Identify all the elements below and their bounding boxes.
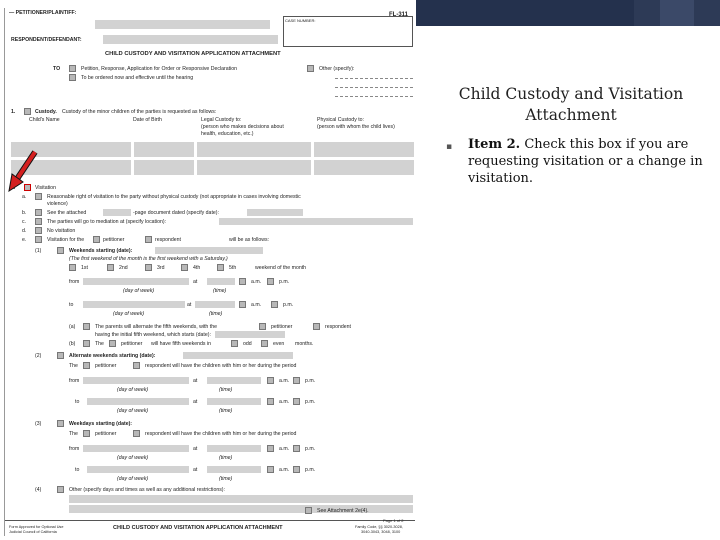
custody-text: Custody of the minor children of the parties is requested as follows: <box>62 109 217 115</box>
bullet-bold: Item 2. <box>468 137 521 152</box>
col-physical: Physical Custody to: <box>317 117 364 123</box>
form-id: FL-311 <box>389 12 409 18</box>
petitioner-field[interactable] <box>95 20 270 29</box>
form-title: CHILD CUSTODY AND VISITATION APPLICATION ATTACHMENT <box>105 51 281 57</box>
to-label: TO <box>53 66 61 72</box>
to1-text: Petition, Response, Application for Order or Responsive Declaration <box>81 66 237 72</box>
other-checkbox[interactable] <box>307 65 314 72</box>
other-label: Other (specify): <box>319 66 355 72</box>
col-dob: Date of Birth <box>133 117 162 123</box>
petitioner-label: — PETITIONER/PLAINTIFF: <box>9 10 77 16</box>
weekends-label: Weekends starting (date): <box>69 248 133 254</box>
to1-checkbox[interactable] <box>69 65 76 72</box>
visitation-label: Visitation <box>35 185 56 191</box>
col-legal: Legal Custody to: <box>201 117 242 123</box>
red-arrow-icon <box>3 148 43 192</box>
to2-text: To be ordered now and effective until the hearing <box>81 75 194 81</box>
bullet-icon: ▪ <box>446 142 453 152</box>
to2-checkbox[interactable] <box>69 74 76 81</box>
visitation-a-text: Reasonable right of visitation to the party without physical custody (not appropriate in cases involving domestic <box>47 194 301 200</box>
col-child-name: Child's Name <box>29 117 60 123</box>
case-number-label: CASE NUMBER: <box>285 18 316 23</box>
bullet-text: Check this box if you are requesting visitation or a change in visitation. <box>468 137 703 186</box>
custody-label: Custody. <box>35 109 57 115</box>
respondent-field[interactable] <box>103 35 278 44</box>
bullet-item <box>446 136 708 187</box>
top-decorative-bar <box>416 0 720 26</box>
weekdays-label: Weekdays starting (date): <box>69 421 133 427</box>
respondent-label: RESPONDENT/DEFENDANT: <box>11 37 82 43</box>
form-fl311: — PETITIONER/PLAINTIFF: RESPONDENT/DEFENDANT: CASE NUMBER: FL-311 CHILD CUSTODY AND VISITATION APPLICATION ATTACHMENT TO Petition, Response, Application for Order or Responsive Declaration To be ordered now and effective until the hearing Other (specify): 1. Custody. Custody of the minor children of the parties is requested as follows: Child's Name Date of Birth Legal Custody to: (person who makes decisions about health, education, etc.) Physical Custody to: (person with whom the child lives) Visitation a. Reasonable right of visitation to the party without physical custody (not appropriate in cases involving domestic violence) b. See the attached -page document dated (specify date): c. The parties will go to mediation at (specify location): d. No visitation e. Visitation for the petitioner respondent will be as follows: (1) Weekends starting (date): (The first weekend of the month is the first weekend with a Saturday.) 1st 2nd 3rd 4th 5th weekend of the month from at a.m. p.m. (day of week) (time) to at a.m. p.m. (day of week) (time) (a) The parents will alternate the fifth weekends, with the petitioner respondent having the initial fifth weekend, which starts (date): (b) The petitioner will have fifth weekends in odd even months. (2) Alternate weekends starting (date): The petitioner respondent will have the children with him or her during the period from at a.m. p.m. (day of week) (time) to at a.m. p.m. (day of week) (time) (3) Weekdays starting (date): The petitioner respondent will have the children with him or her during the period from at a.m. p.m. (day of week) (time) to at a.m. p.m. (day of week) (time) (4) Other (specify days and times as well as any additional restrictions): See Attachment 2e(4). Form Approved for Optional Use Judicial Council of California CHILD CUSTODY AND VISITATION APPLICATION ATTACHMENT Page 1 of 2 Family Code, §§ 3020-3028, 3040-3043, 3048, 3100 <box>4 8 414 536</box>
footer-title: CHILD CUSTODY AND VISITATION APPLICATION ATTACHMENT <box>113 525 283 531</box>
custody-checkbox[interactable] <box>24 108 31 115</box>
alt-weekends-label: Alternate weekends starting (date): <box>69 353 156 359</box>
item1-number: 1. <box>11 109 16 115</box>
slide-title: Child Custody and Visitation Attachment <box>458 85 684 124</box>
